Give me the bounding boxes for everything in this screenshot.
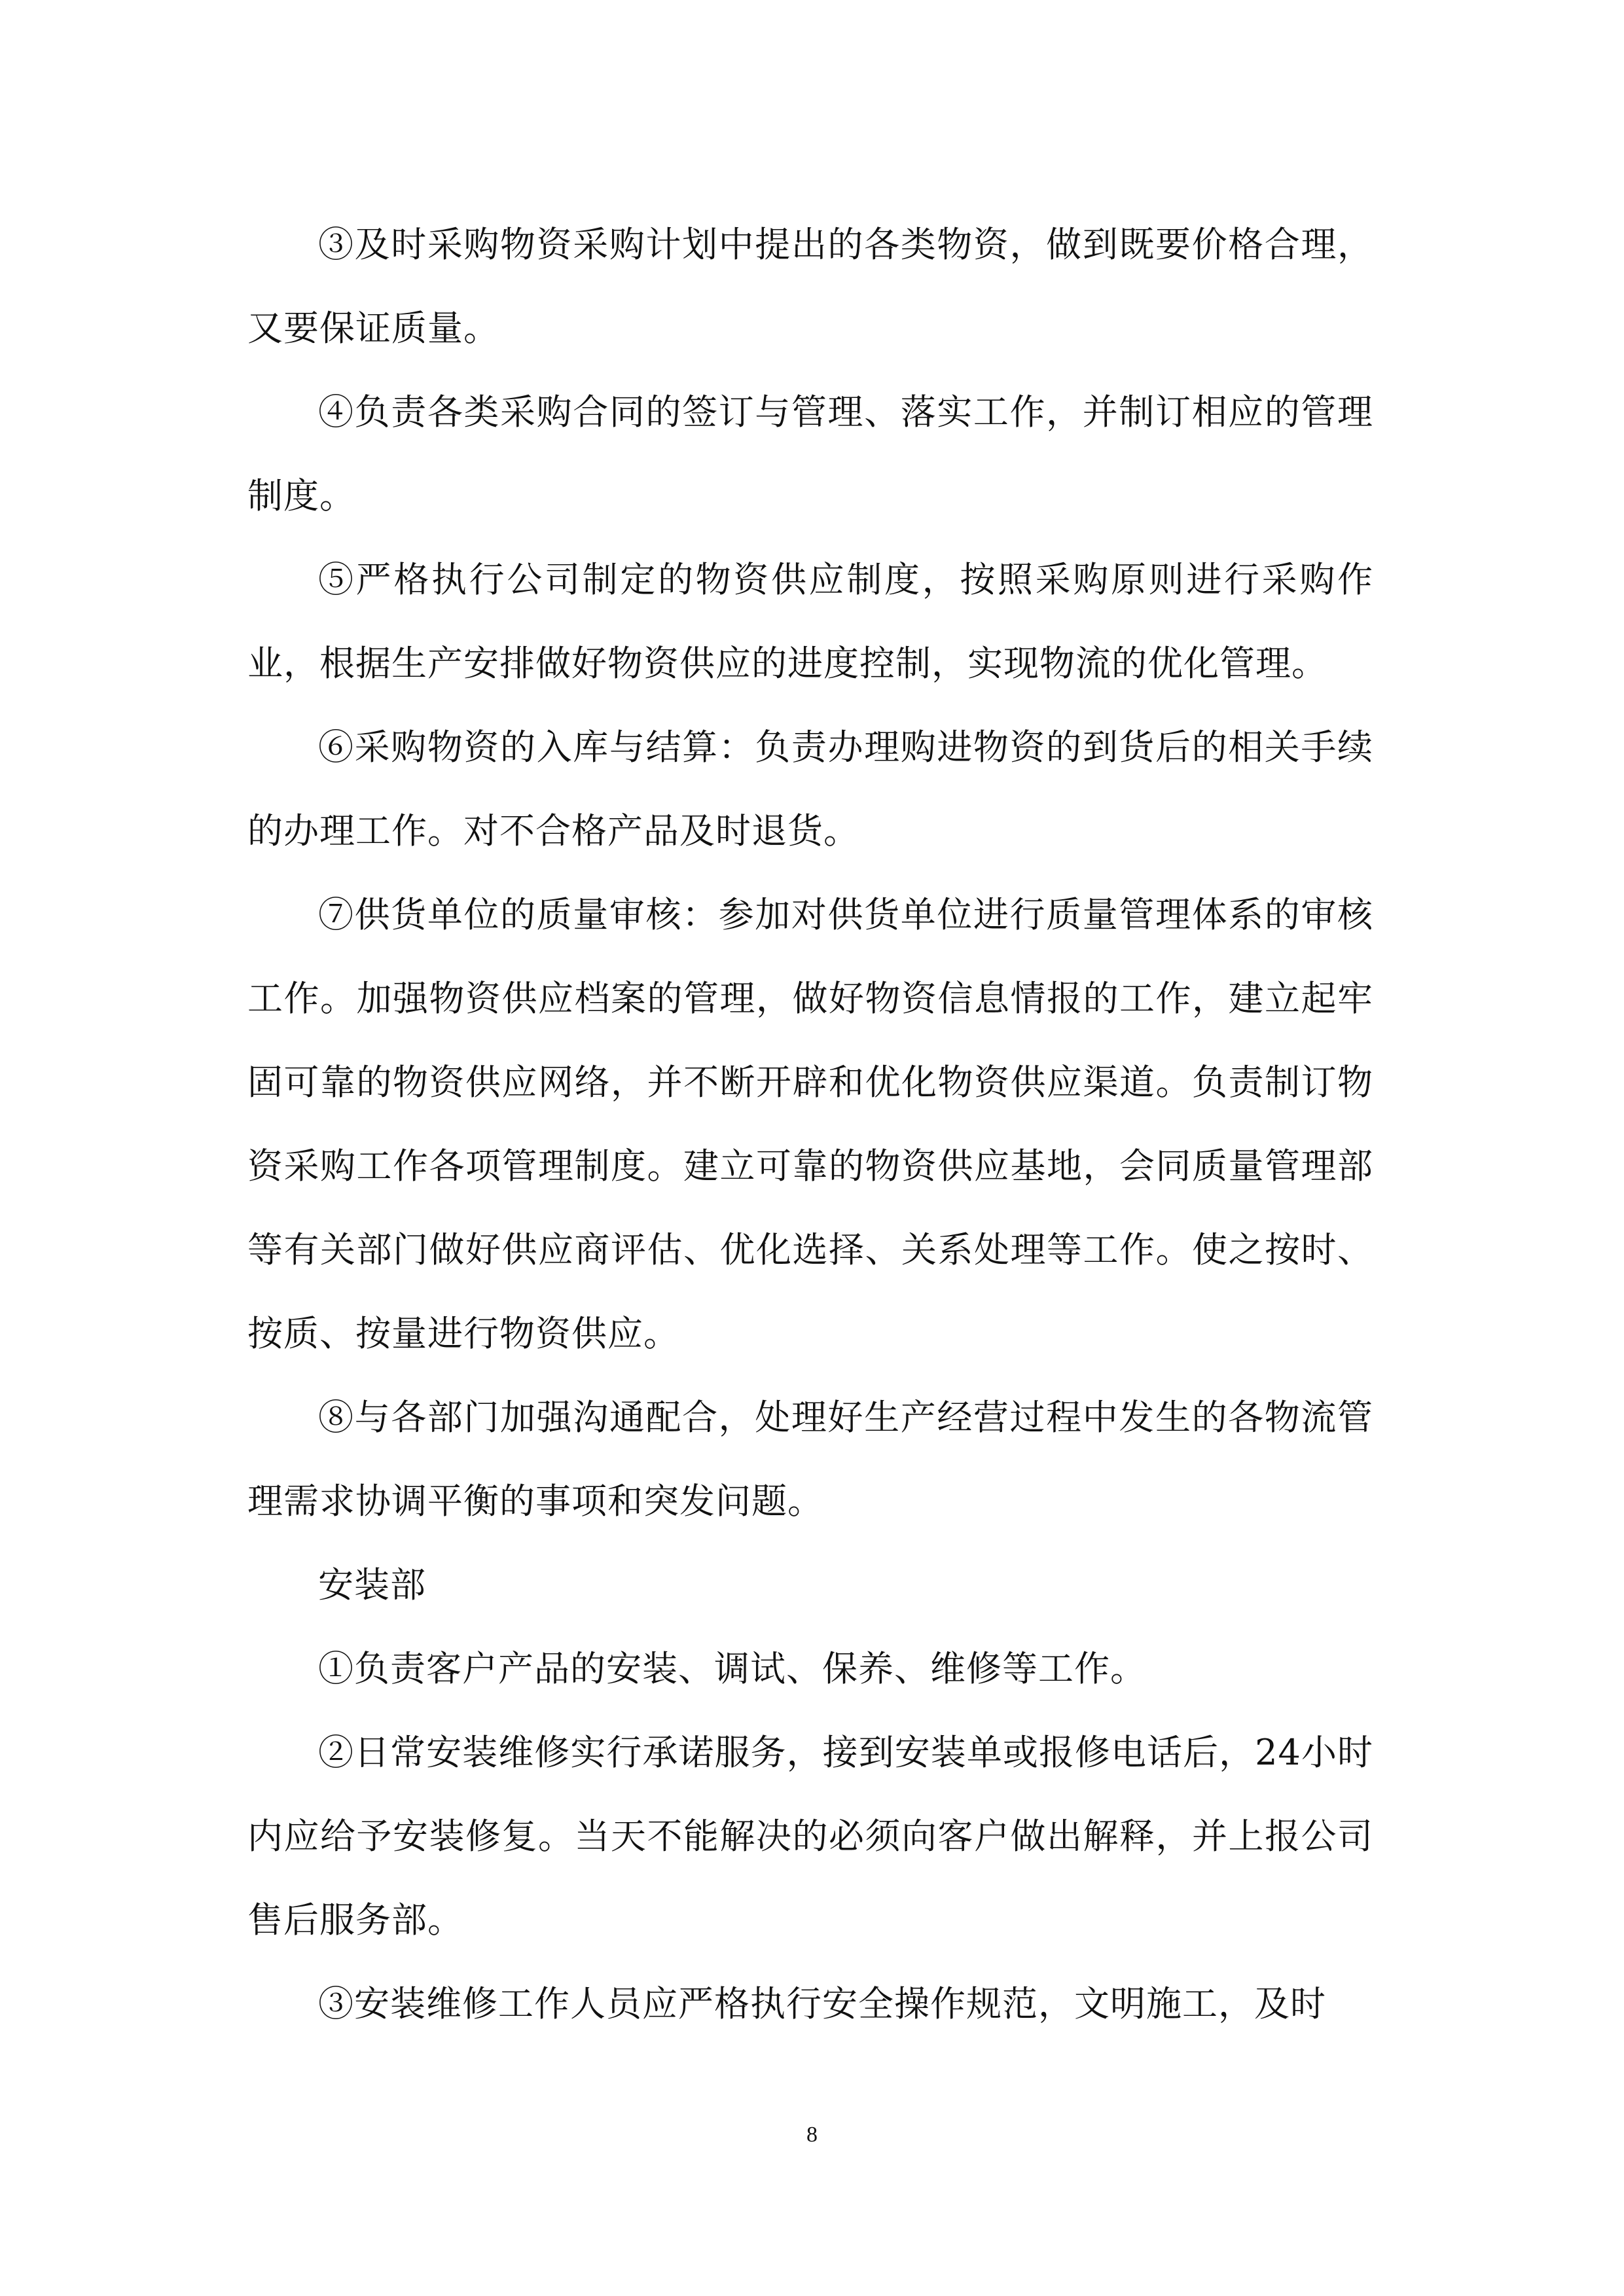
paragraph-installation-2: ②日常安装维修实行承诺服务，接到安装单或报修电话后，24小时内应给予安装修复。当天不能解决的必须向客户做出解释，并上报公司售后服务部。 xyxy=(247,1732,1373,1941)
section-heading-installation: 安装部 xyxy=(318,1564,426,1605)
paragraph-installation-3: ③安装维修工作人员应严格执行安全操作规范，文明施工，及时 xyxy=(318,1983,1326,2024)
paragraph-installation-1: ①负责客户产品的安装、调试、保养、维修等工作。 xyxy=(318,1648,1146,1689)
paragraph-purchase-7: ⑦供货单位的质量审核：参加对供货单位进行质量管理体系的审核工作。加强物资供应档案的管理，做好物资信息情报的工作，建立起牢固可靠的物资供应网络，并不断开辟和优化物资供应渠道。负责制订物资采购工作各项管理制度。建立可靠的物资供应基地，会同质量管理部等有关部门做好供应商评估、优化选择、关系处理等工作。使之按时、按质、按量进行物资供应。 xyxy=(247,894,1373,1354)
paragraph-purchase-3: ③及时采购物资采购计划中提出的各类物资，做到既要价格合理，又要保证质量。 xyxy=(247,224,1373,349)
paragraph-purchase-8: ⑧与各部门加强沟通配合，处理好生产经营过程中发生的各物流管理需求协调平衡的事项和突发问题。 xyxy=(247,1397,1373,1522)
paragraph-purchase-4: ④负责各类采购合同的签订与管理、落实工作，并制订相应的管理制度。 xyxy=(247,391,1373,516)
page-number: 8 xyxy=(806,2123,818,2147)
paragraph-purchase-6: ⑥采购物资的入库与结算：负责办理购进物资的到货后的相关手续的办理工作。对不合格产品及时退货。 xyxy=(247,726,1373,852)
paragraph-purchase-5: ⑤严格执行公司制定的物资供应制度，按照采购原则进行采购作业，根据生产安排做好物资供应的进度控制，实现物流的优化管理。 xyxy=(247,559,1373,684)
page-body xyxy=(247,203,1373,2046)
